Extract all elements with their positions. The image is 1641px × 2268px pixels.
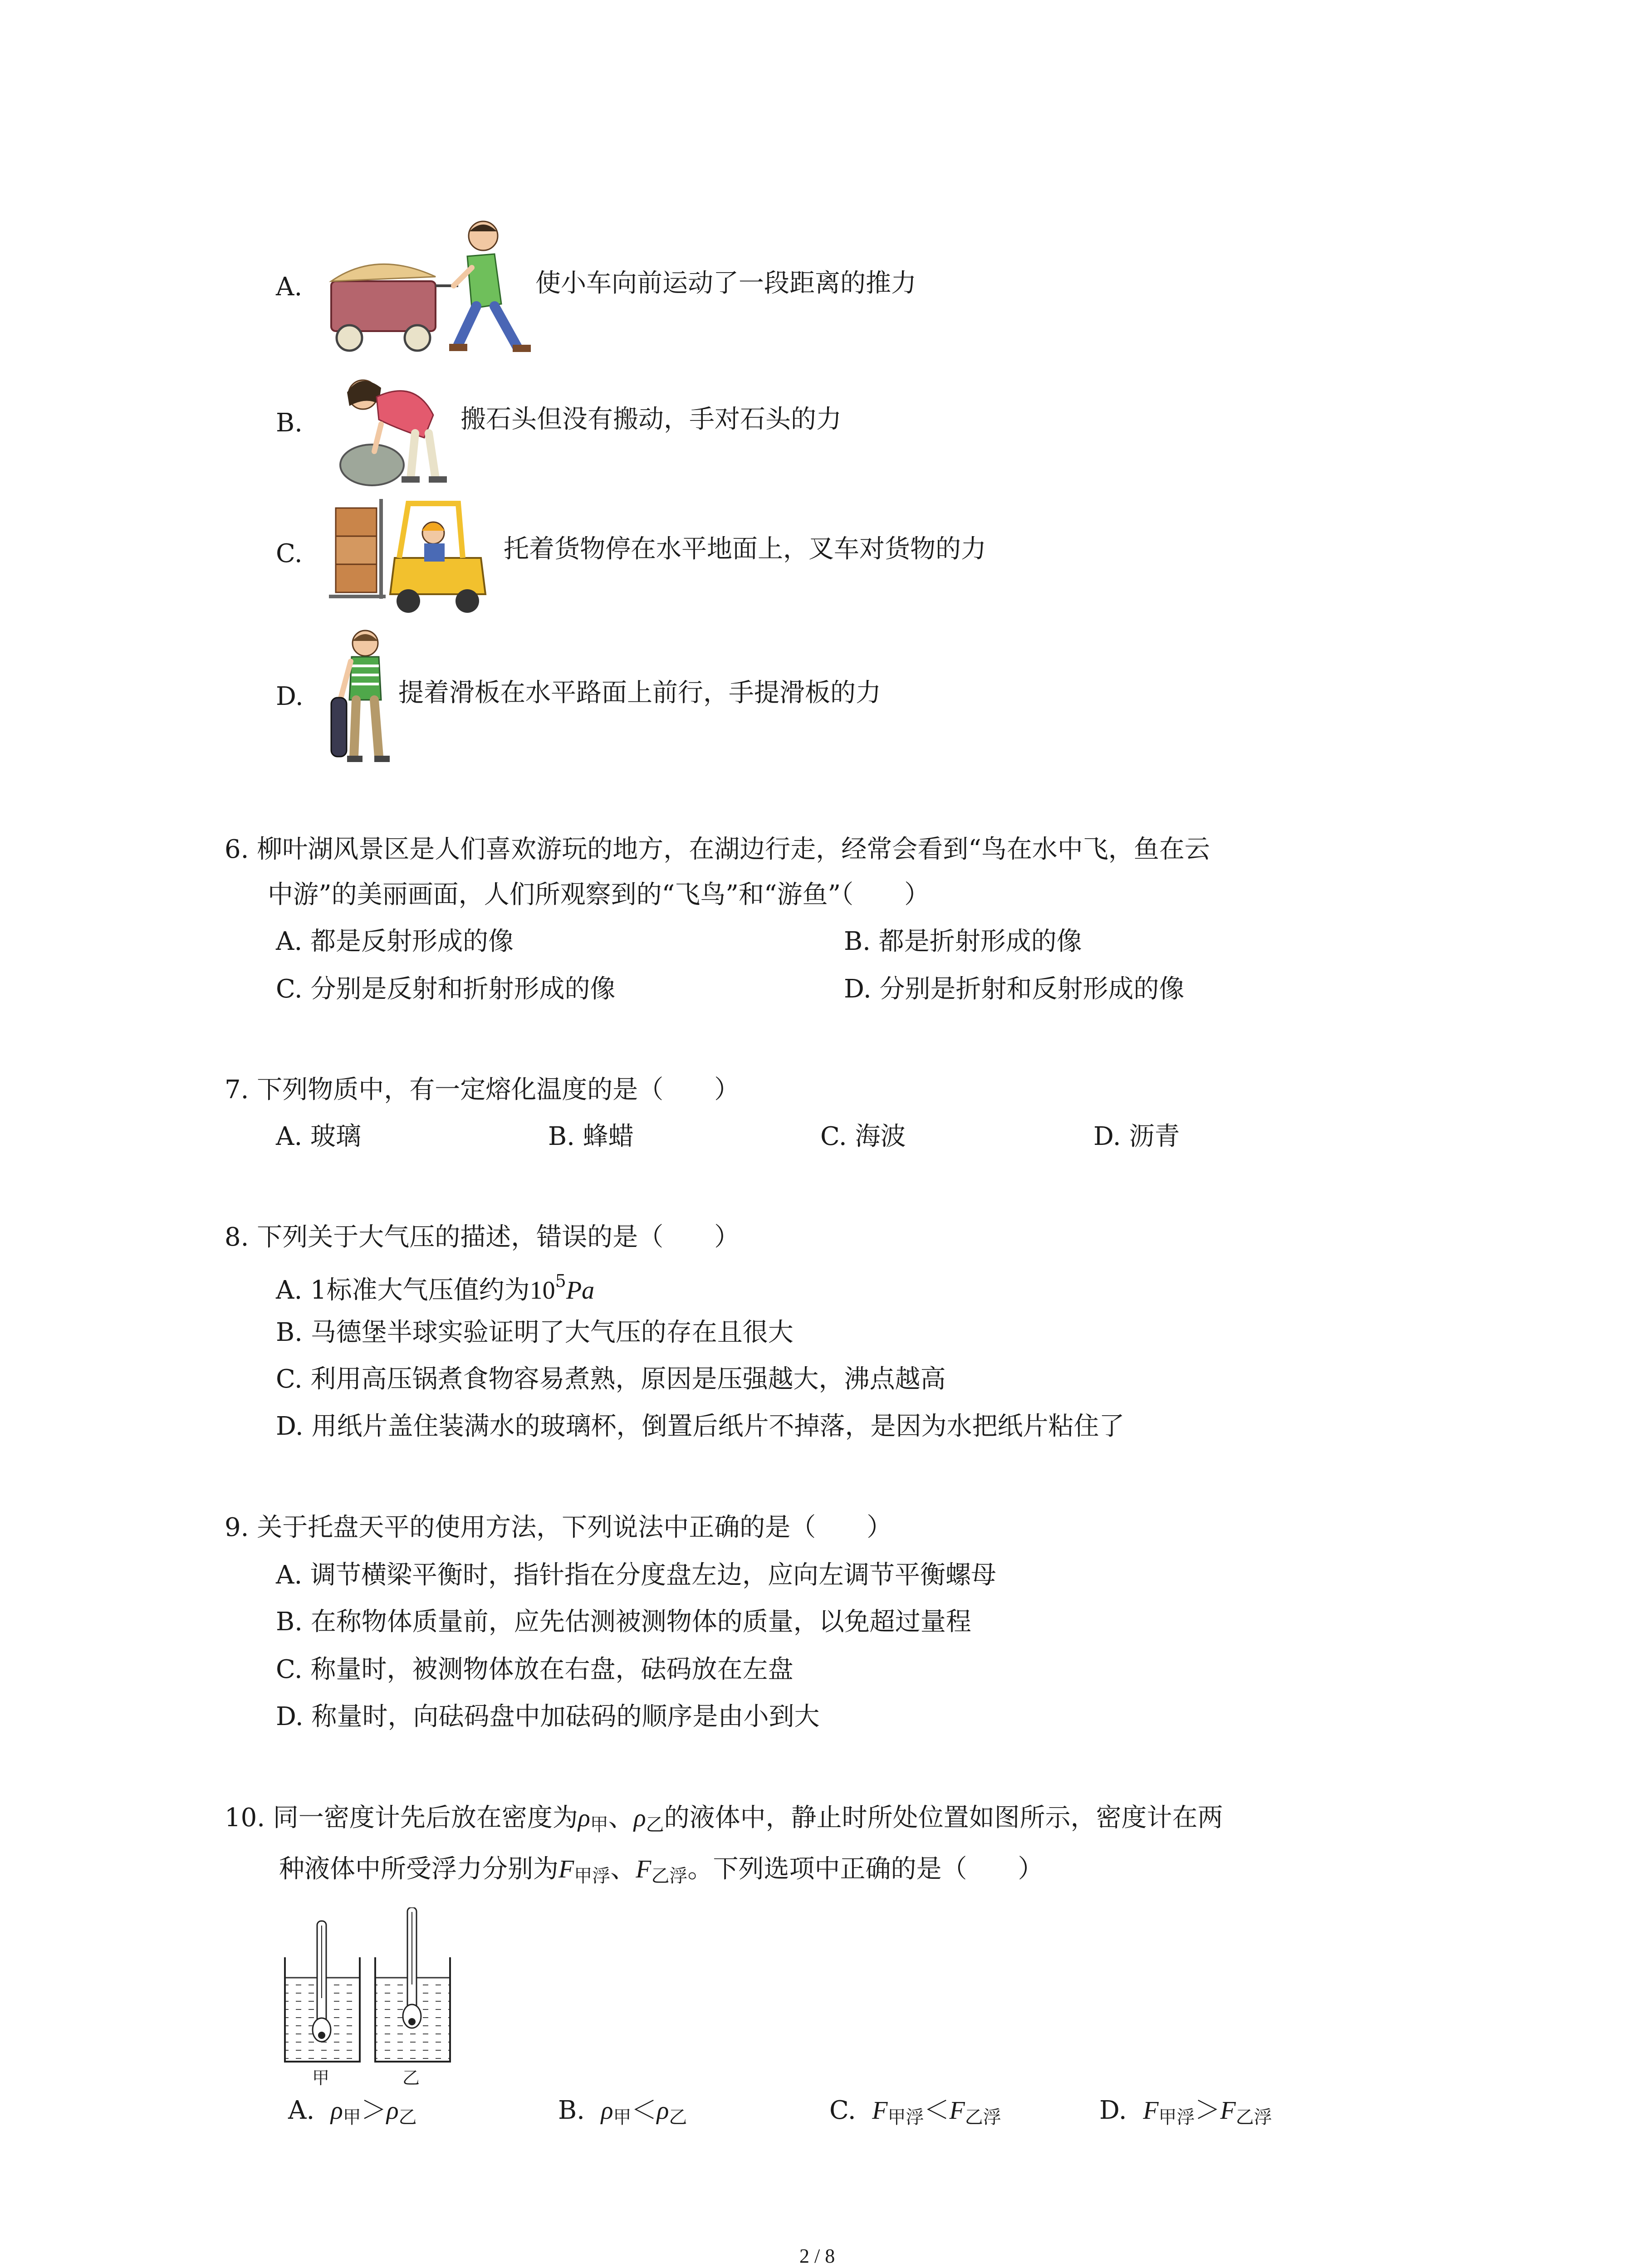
q6-option-b: B. 都是折射形成的像 — [844, 927, 1082, 956]
q10-text-1: 10. 同一密度计先后放在密度为 — [225, 1803, 578, 1833]
separator: 、 — [610, 1854, 636, 1884]
q9-option-d: D. 称量时，向砝码盘中加砝码的顺序是由小到大 — [276, 1702, 820, 1731]
q7-option-d: D. 沥青 — [1093, 1122, 1180, 1151]
force-symbol: F — [872, 2097, 888, 2125]
hydrometer-beakers-figure — [281, 1907, 454, 2080]
q8-option-a — [276, 1272, 594, 1303]
q8-option-a-exponent: 5 — [555, 1271, 566, 1291]
q8-option-d: D. 用纸片盖住装满水的玻璃杯，倒置后纸片不掉落，是因为水把纸片粘住了 — [276, 1412, 1125, 1441]
subscript-yi: 乙 — [398, 2107, 417, 2128]
q8-stem: 8. 下列关于大气压的描述，错误的是（ ） — [225, 1222, 740, 1252]
q5-option-b-text: 搬石头但没有搬动，手对石头的力 — [460, 405, 842, 434]
q5-option-b-letter: B. — [276, 408, 303, 438]
q10-text-2: 的液体中，静止时所处位置如图所示，密度计在两 — [664, 1803, 1223, 1833]
carrying-skateboard-illustration — [329, 625, 397, 770]
q8-option-a-base: 10 — [529, 1276, 555, 1305]
q9-option-c: C. 称量时，被测物体放在右盘，砝码放在左盘 — [276, 1655, 794, 1684]
lifting-stone-illustration — [338, 361, 456, 488]
q10-option-b — [558, 2098, 687, 2126]
q6-option-a: A. 都是反射形成的像 — [276, 927, 514, 956]
rho-symbol: ρ — [633, 1804, 646, 1832]
q8-option-c: C. 利用高压锅煮食物容易煮熟，原因是压强越大，沸点越高 — [276, 1364, 946, 1394]
q9-option-b: B. 在称物体质量前，应先估测被测物体的质量，以免超过量程 — [276, 1607, 971, 1637]
q10-text-3: 种液体中所受浮力分别为 — [279, 1854, 558, 1884]
subscript-yifu: 乙浮 — [651, 1866, 688, 1887]
q7-stem: 7. 下列物质中，有一定熔化温度的是（ ） — [225, 1075, 740, 1105]
q5-option-d-text: 提着滑板在水平路面上前行，手提滑板的力 — [398, 678, 881, 708]
q8-option-a-prefix: A. 1标准大气压值约为 — [276, 1276, 530, 1305]
q5-option-c-letter: C. — [276, 539, 303, 568]
greater-than: ＞ — [1195, 2096, 1220, 2125]
less-than: ＜ — [631, 2096, 657, 2125]
subscript-jiafu: 甲浮 — [574, 1866, 611, 1887]
q8-option-a-unit: Pa — [566, 1276, 595, 1305]
q5-option-a-letter: A. — [276, 272, 303, 302]
q10-option-c — [829, 2098, 1001, 2126]
beaker-label-yi: 乙 — [402, 2068, 420, 2088]
option-letter: C. — [829, 2096, 856, 2125]
q5-option-a-text: 使小车向前运动了一段距离的推力 — [535, 269, 916, 298]
subscript-jia: 甲 — [613, 2107, 632, 2128]
beaker-label-jia: 甲 — [312, 2068, 330, 2088]
rho-symbol: ρ — [656, 2097, 669, 2125]
rho-symbol: ρ — [330, 2097, 343, 2125]
q6-stem-line1: 6. 柳叶湖风景区是人们喜欢游玩的地方，在湖边行走，经常会看到“鸟在水中飞，鱼在云 — [225, 835, 1210, 864]
option-letter: A. — [288, 2096, 315, 2125]
forklift-illustration — [327, 494, 499, 617]
rho-symbol: ρ — [601, 2097, 613, 2125]
force-symbol: F — [1143, 2097, 1159, 2125]
q10-option-a — [288, 2098, 417, 2126]
rho-symbol: ρ — [578, 1804, 590, 1832]
q9-option-a: A. 调节横梁平衡时，指针指在分度盘左边，应向左调节平衡螺母 — [276, 1560, 997, 1590]
force-symbol: F — [949, 2097, 965, 2125]
q10-stem-line2 — [279, 1854, 1043, 1887]
force-symbol: F — [1220, 2097, 1236, 2125]
greater-than: ＞ — [361, 2096, 387, 2125]
subscript-jiafu: 甲浮 — [1158, 2107, 1195, 2128]
less-than: ＜ — [924, 2096, 950, 2125]
page-number: 2 / 8 — [799, 2245, 835, 2267]
q6-option-c: C. 分别是反射和折射形成的像 — [276, 974, 616, 1004]
option-letter: B. — [558, 2096, 585, 2125]
q10-text-4: 。下列选项中正确的是（ ） — [687, 1854, 1043, 1884]
q6-stem-line2: 中游”的美丽画面，人们所观察到的“飞鸟”和“游鱼”（ ） — [268, 880, 930, 909]
pushing-cart-illustration — [322, 218, 535, 358]
subscript-yifu: 乙浮 — [965, 2107, 1001, 2128]
q7-option-b: B. 蜂蜡 — [548, 1122, 634, 1151]
q5-option-d-letter: D. — [276, 682, 304, 711]
subscript-jia: 甲 — [343, 2107, 361, 2128]
subscript-yi: 乙 — [669, 2107, 687, 2128]
q9-stem: 9. 关于托盘天平的使用方法，下列说法中正确的是（ ） — [225, 1513, 892, 1542]
subscript-jiafu: 甲浮 — [887, 2107, 924, 2128]
q10-option-d — [1099, 2098, 1272, 2126]
force-symbol: F — [558, 1855, 574, 1883]
q8-option-b: B. 马德堡半球实验证明了大气压的存在且很大 — [276, 1318, 794, 1347]
subscript-yi: 乙 — [646, 1814, 664, 1835]
force-symbol: F — [636, 1855, 652, 1883]
q7-option-a: A. 玻璃 — [276, 1122, 362, 1151]
separator: 、 — [608, 1803, 634, 1833]
subscript-jia: 甲 — [590, 1814, 608, 1835]
rho-symbol: ρ — [386, 2097, 399, 2125]
q5-option-c-text: 托着货物停在水平地面上，叉车对货物的力 — [504, 534, 986, 564]
q10-stem-line1 — [225, 1805, 1223, 1834]
q7-option-c: C. 海波 — [820, 1122, 906, 1151]
subscript-yifu: 乙浮 — [1235, 2107, 1272, 2128]
option-letter: D. — [1099, 2096, 1127, 2125]
q6-option-d: D. 分别是折射和反射形成的像 — [844, 974, 1185, 1004]
